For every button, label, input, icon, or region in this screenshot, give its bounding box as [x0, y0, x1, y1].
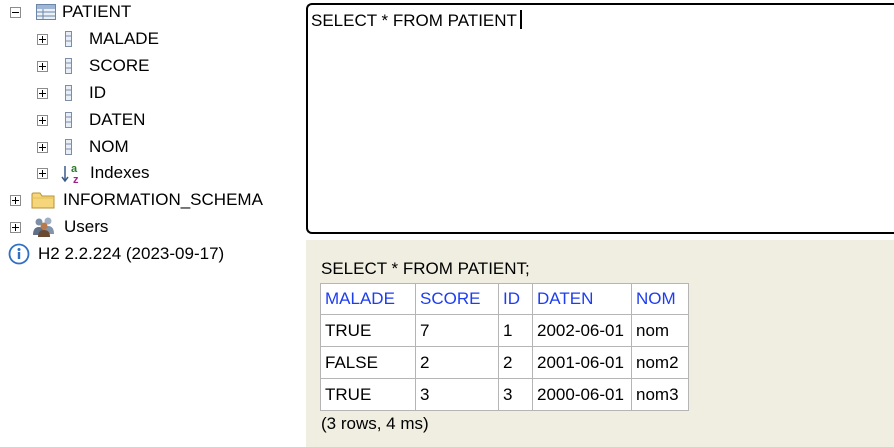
table-cell: 2002-06-01	[533, 315, 632, 347]
expand-icon[interactable]	[37, 115, 48, 126]
table-cell: 2001-06-01	[533, 347, 632, 379]
table-row	[321, 315, 689, 347]
folder-icon	[31, 190, 55, 210]
expand-icon[interactable]	[37, 88, 48, 99]
expand-icon[interactable]	[37, 61, 48, 72]
table-cell: FALSE	[321, 347, 416, 379]
table-cell: 2	[499, 347, 533, 379]
expand-icon[interactable]	[10, 195, 21, 206]
table-cell: nom3	[632, 379, 689, 411]
result-summary: (3 rows, 4 ms)	[321, 414, 429, 433]
svg-text:a: a	[71, 163, 78, 175]
column-header[interactable]: NOM	[632, 284, 689, 315]
tree-column-label: NOM	[89, 137, 129, 156]
version-label: H2 2.2.224 (2023-09-17)	[38, 244, 225, 263]
result-panel	[306, 240, 894, 447]
column-header[interactable]: DATEN	[533, 284, 632, 315]
expand-icon[interactable]	[37, 34, 48, 45]
table-header-row	[321, 284, 689, 315]
table-row	[321, 379, 689, 411]
table-cell: 1	[499, 315, 533, 347]
table-cell: 3	[499, 379, 533, 411]
table-cell: 2	[416, 347, 499, 379]
column-header[interactable]: SCORE	[416, 284, 499, 315]
tree-schema-label: INFORMATION_SCHEMA	[63, 190, 263, 209]
sql-editor[interactable]	[306, 3, 894, 234]
version-info	[8, 242, 224, 266]
table-cell: TRUE	[321, 315, 416, 347]
tree-table-label: PATIENT	[62, 2, 132, 21]
tree-column-label: ID	[89, 83, 106, 102]
expand-icon[interactable]	[37, 168, 48, 179]
tree-table-patient[interactable]	[10, 0, 131, 24]
tree-column-id[interactable]	[37, 81, 106, 105]
svg-text:z: z	[73, 174, 79, 185]
column-icon	[65, 85, 73, 101]
expand-icon[interactable]	[37, 142, 48, 153]
collapse-icon[interactable]	[10, 7, 21, 18]
sort-az-icon	[61, 161, 85, 185]
tree-information-schema[interactable]	[10, 188, 263, 212]
column-header[interactable]: ID	[499, 284, 533, 315]
tree-column-label: SCORE	[89, 56, 150, 75]
tree-column-daten[interactable]	[37, 108, 145, 132]
tree-column-score[interactable]	[37, 54, 149, 78]
sql-text-line	[311, 10, 522, 31]
sql-text: SELECT * FROM PATIENT	[311, 11, 517, 30]
result-table	[320, 283, 689, 411]
table-cell: TRUE	[321, 379, 416, 411]
expand-icon[interactable]	[10, 222, 21, 233]
tree-column-label: DATEN	[89, 110, 146, 129]
table-cell: nom	[632, 315, 689, 347]
tree-users[interactable]	[10, 215, 108, 239]
column-icon	[65, 112, 73, 128]
tree-indexes[interactable]	[37, 161, 150, 185]
table-cell: 7	[416, 315, 499, 347]
text-caret	[520, 10, 522, 29]
schema-tree	[0, 0, 300, 447]
table-cell: 2000-06-01	[533, 379, 632, 411]
users-icon	[32, 216, 56, 238]
executed-statement: SELECT * FROM PATIENT;	[321, 259, 530, 278]
table-icon	[36, 4, 56, 20]
table-cell: nom2	[632, 347, 689, 379]
column-icon	[65, 31, 73, 47]
column-header[interactable]: MALADE	[321, 284, 416, 315]
tree-column-malade[interactable]	[37, 27, 159, 51]
tree-column-nom[interactable]	[37, 135, 129, 159]
tree-column-label: MALADE	[89, 29, 159, 48]
column-icon	[65, 139, 73, 155]
table-cell: 3	[416, 379, 499, 411]
tree-users-label: Users	[64, 217, 109, 236]
column-icon	[65, 58, 73, 74]
tree-indexes-label: Indexes	[90, 163, 150, 182]
info-icon	[8, 243, 30, 265]
table-row	[321, 347, 689, 379]
